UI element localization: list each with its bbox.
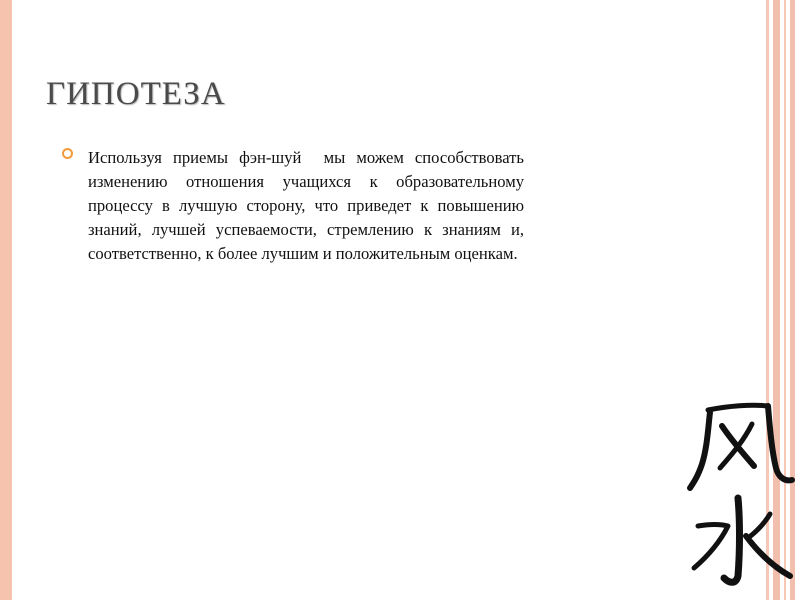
bullet-circle-icon	[62, 148, 73, 159]
bullet-list	[62, 146, 529, 266]
slide-title: ГИПОТЕЗА	[46, 76, 226, 112]
bullet-text: Используя приемы фэн-шуй мы можем способствовать изменению отношения учащихся к образовательному процессу в лучшую сторону, что приведет к повышению знаний, лучшей успеваемости, стремлению к знаниям и, соответственно, к более лучшим и положительным оценкам.	[88, 148, 529, 263]
left-decorative-band	[0, 0, 12, 600]
feng-shui-calligraphy-icon	[680, 390, 800, 600]
